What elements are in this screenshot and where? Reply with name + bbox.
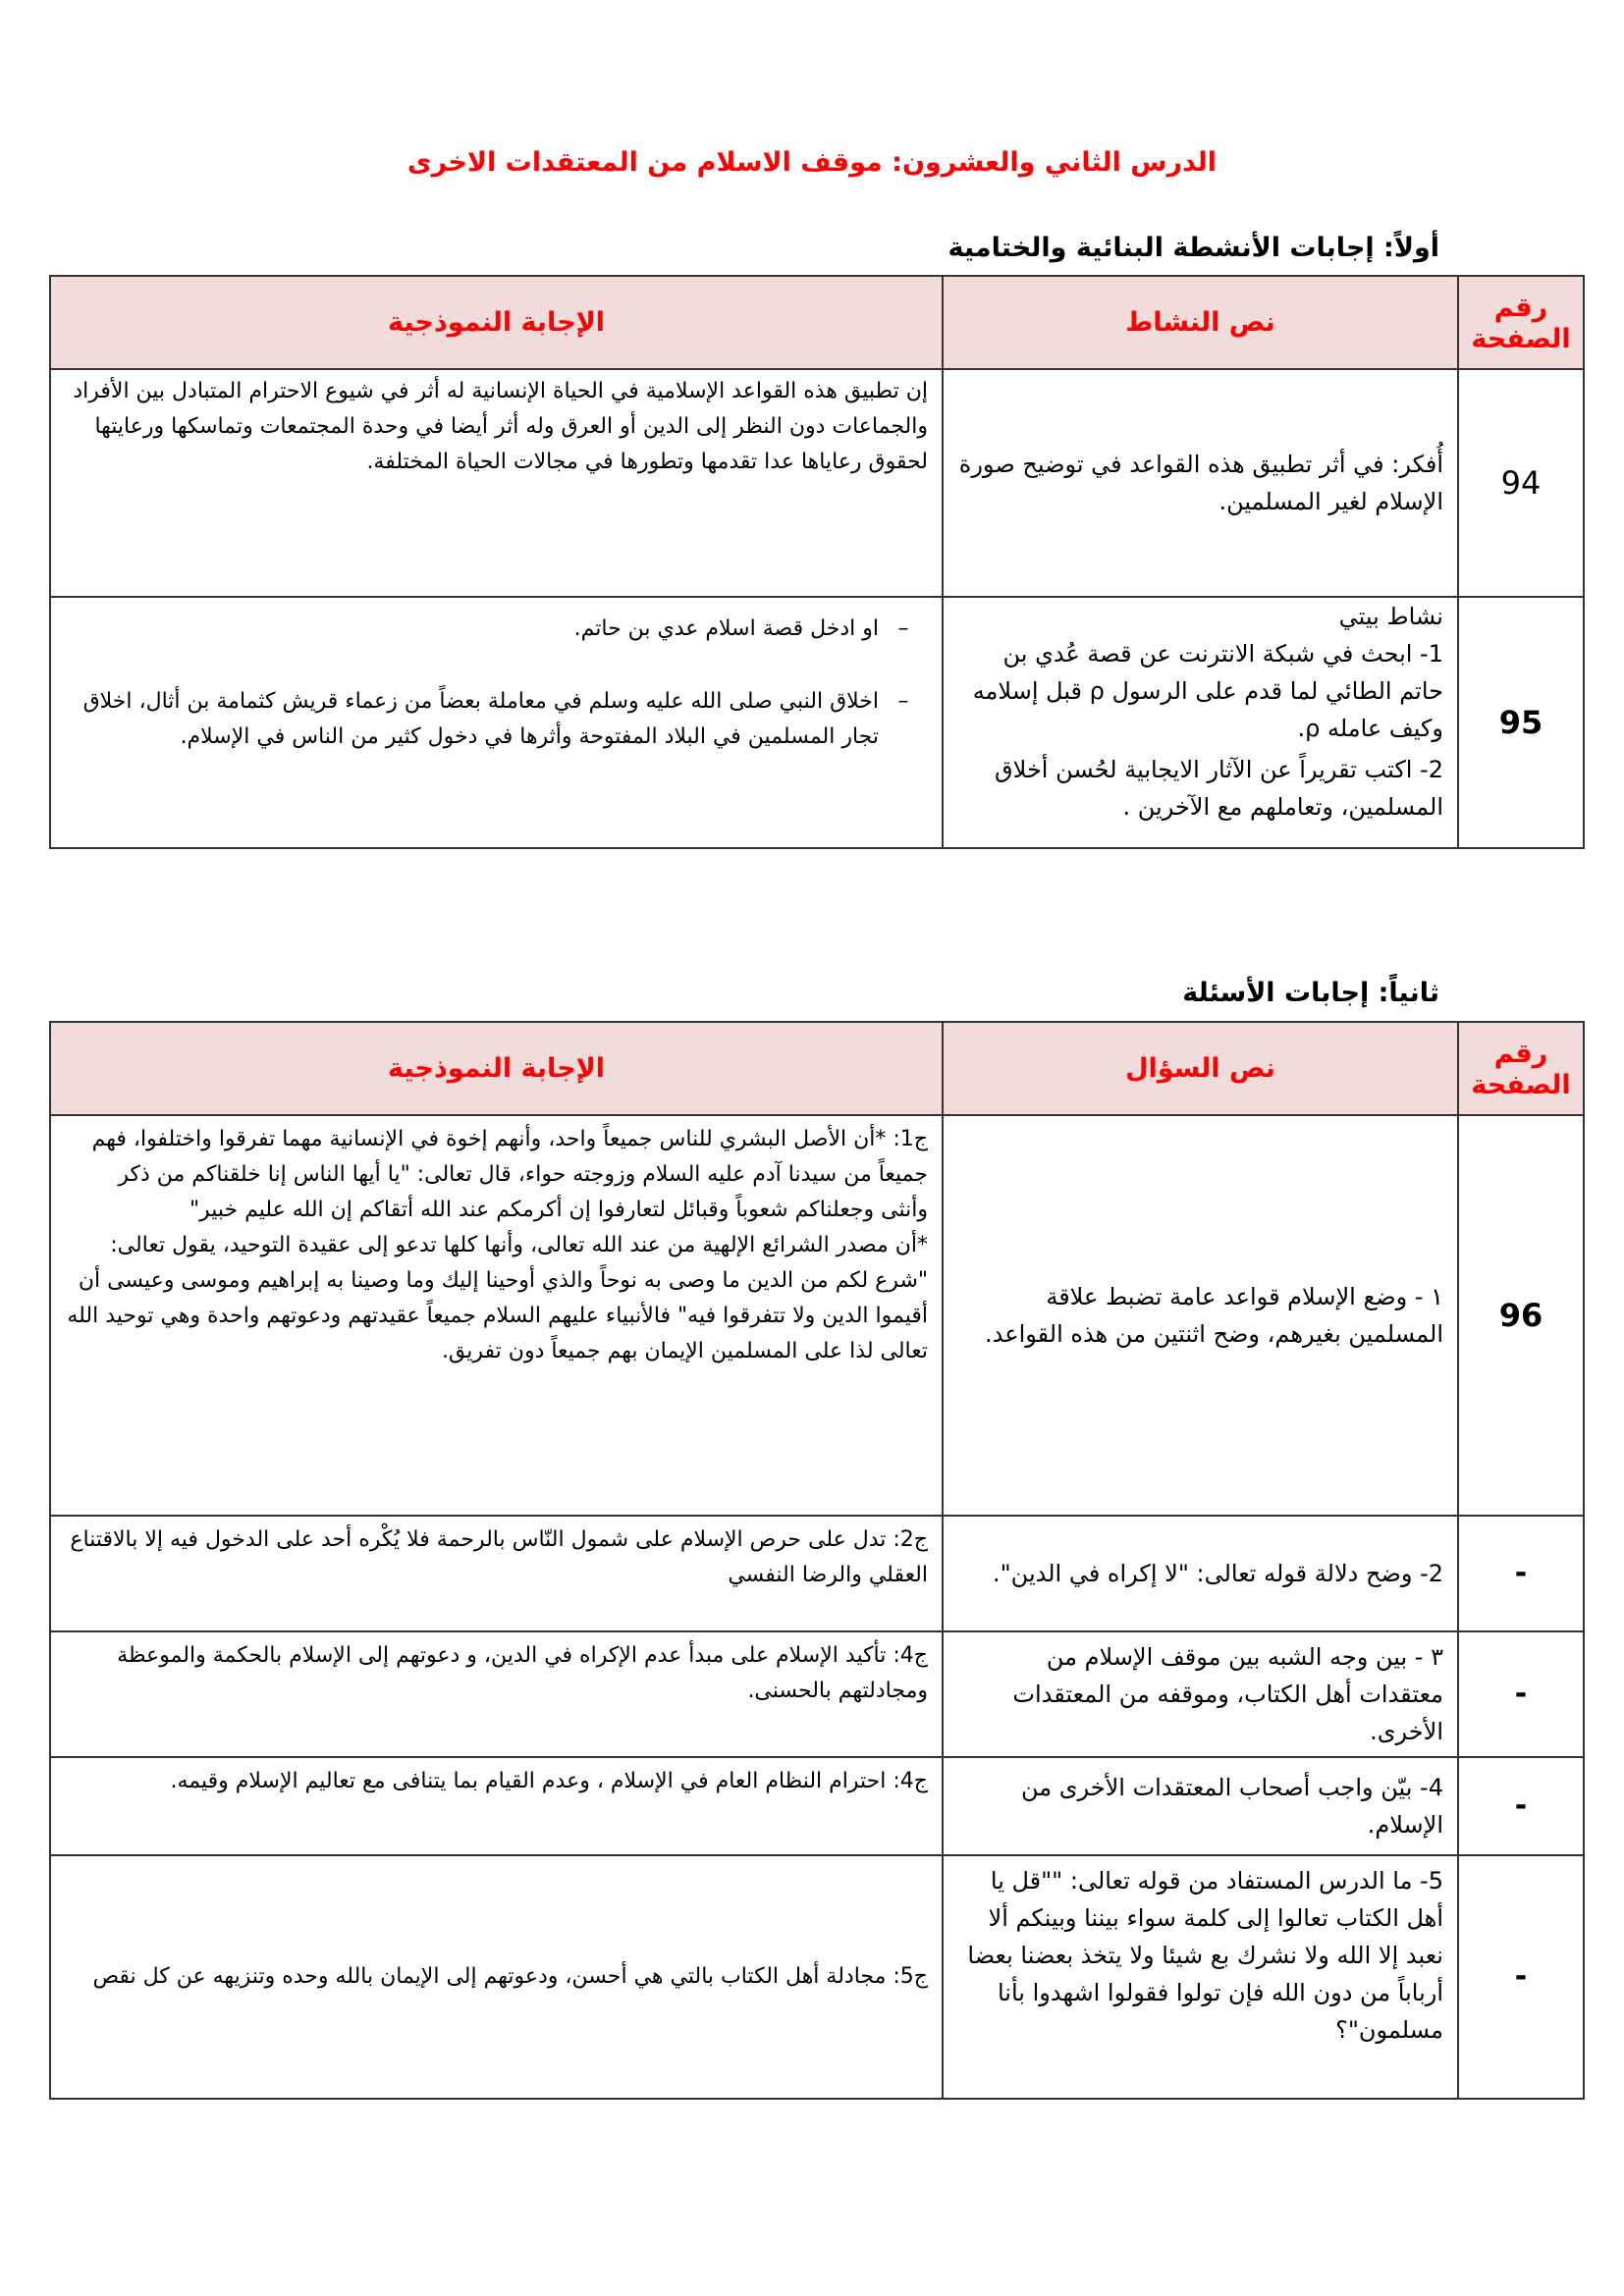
activity-title: نشاط بيتي <box>1338 603 1443 630</box>
table-row <box>50 369 1584 597</box>
answer-cell: ج4: تأكيد الإسلام على مبدأ عدم الإكراه في الدين، و دعوتهم إلى الإسلام بالحكمة والموعظة ومجادلتهم بالحسنى. <box>50 1631 943 1757</box>
question-text-cell: 4- بيّن واجب أصحاب المعتقدات الأخرى من الإسلام. <box>943 1757 1458 1855</box>
page-number-cell: - <box>1458 1631 1584 1757</box>
header-question-text: نص السؤال <box>943 1022 1458 1115</box>
answer-bullet-item <box>65 612 928 647</box>
table-row <box>50 1631 1584 1757</box>
page-number-cell: - <box>1458 1757 1584 1855</box>
answer-cell: ج4: احترام النظام العام في الإسلام ، وعدم القيام بما يتنافى مع تعاليم الإسلام وقيمه. <box>50 1757 943 1855</box>
activity-text-cell <box>943 597 1458 848</box>
header-model-answer: الإجابة النموذجية <box>50 276 943 369</box>
answer-bullet-text: اخلاق النبي صلى الله عليه وسلم في معاملة بعضاً من زعماء قريش كثمامة بن أثال، اخلاق تجار المسلمين في البلاد المفتوحة وأثرها في دخول كثير من الناس في الإسلام. <box>82 689 879 749</box>
activity-item: 1- ابحث في شبكة الانترنت عن قصة عُدي بن حاتم الطائي لما قدم على الرسول ρ قبل إسلامه وكيف عامله ρ. <box>972 640 1443 742</box>
header-activity-text: نص النشاط <box>943 276 1458 369</box>
table-row <box>50 1757 1584 1855</box>
header-page-number: رقم الصفحة <box>1458 276 1584 369</box>
questions-table <box>49 1021 1585 2100</box>
answer-cell: ج2: تدل على حرص الإسلام على شمول النّاس بالرحمة فلا يُكْره أحد على الدخول فيه إلا بالاقتناع العقلي والرضا النفسي <box>50 1516 943 1631</box>
activity-text-cell: أُفكر: في أثر تطبيق هذه القواعد في توضيح صورة الإسلام لغير المسلمين. <box>943 369 1458 597</box>
page-number-cell: 95 <box>1458 597 1584 848</box>
question-text-cell: 2- وضح دلالة قوله تعالى: "لا إكراه في الدين". <box>943 1516 1458 1631</box>
table-row <box>50 1855 1584 2099</box>
question-text-cell: ٣ - بين وجه الشبه بين موقف الإسلام من معتقدات أهل الكتاب، وموقفه من المعتقدات الأخرى. <box>943 1631 1458 1757</box>
page-title: الدرس الثاني والعشرون: موقف الاسلام من المعتقدات الاخرى <box>406 147 1218 178</box>
table-row <box>50 1115 1584 1516</box>
answer-cell: إن تطبيق هذه القواعد الإسلامية في الحياة الإنسانية له أثر في شيوع الاحترام المتبادل بين الأفراد والجماعات دون النظر إلى الدين أو العرق وله أثر أيضا في وحدة المجتمعات وتماسكها ورعايتها لحقوق رعاياها عدا تقدمها وتطورها في مجالات الحياة المختلفة. <box>50 369 943 597</box>
answer-cell <box>50 597 943 848</box>
table-header-row <box>50 1022 1584 1115</box>
bullet-dash: – <box>897 689 909 714</box>
activities-table <box>49 275 1585 849</box>
table-row <box>50 597 1584 848</box>
page-number-cell: - <box>1458 1855 1584 2099</box>
section-heading-activities: أولاً: إجابات الأنشطة البنائية والختامية <box>947 233 1439 263</box>
page-number-cell: 94 <box>1458 369 1584 597</box>
question-text-cell: ١ - وضع الإسلام قواعد عامة تضبط علاقة المسلمين بغيرهم، وضح اثنتين من هذه القواعد. <box>943 1115 1458 1516</box>
answer-bullet-text: او ادخل قصة اسلام عدي بن حاتم. <box>573 616 879 641</box>
table-row <box>50 1516 1584 1631</box>
bullet-dash: – <box>897 616 909 641</box>
answer-cell: ج5: مجادلة أهل الكتاب بالتي هي أحسن، ودعوتهم إلى الإيمان بالله وحده وتنزيهه عن كل نقص <box>50 1855 943 2099</box>
table-header-row <box>50 276 1584 369</box>
question-text-cell: 5- ما الدرس المستفاد من قوله تعالى: ""قل يا أهل الكتاب تعالوا إلى كلمة سواء بيننا وبينكم ألا نعبد إلا الله ولا نشرك بع شيئا ولا يتخذ بعضنا بعضا أرباباً من دون الله فإن تولوا فقولوا اشهدوا بأنا مسلمون"؟ <box>943 1855 1458 2099</box>
header-page-number: رقم الصفحة <box>1458 1022 1584 1115</box>
answer-bullet-item <box>65 684 928 755</box>
section-heading-questions: ثانياً: إجابات الأسئلة <box>1182 978 1439 1008</box>
answer-cell: ج1: *أن الأصل البشري للناس جميعاً واحد، وأنهم إخوة في الإنسانية مهما تفرقوا واختلفوا، فهم جميعاً من سيدنا آدم عليه السلام وزوجته حواء، قال تعالى: "يا أيها الناس إنا خلقناكم من ذكر وأنثى وجعلناكم شعوباً وقبائل لتعارفوا إن أكرمكم عند الله أتقاكم إن الله عليم خبير" *أن مصدر الشرائع الإلهية من عند الله تعالى، وأنها كلها تدعو إلى عقيدة التوحيد، يقول تعالى: "شرع لكم من الدين ما وصى به نوحاً والذي أوحينا إليك وما وصينا به إبراهيم وموسى وعيسى أن أقيموا الدين ولا تتفرقوا فيه" فالأنبياء عليهم السلام جميعاً عقيدتهم ودعوتهم واحدة وهي توحيد الله تعالى لذا على المسلمين الإيمان بهم جميعاً دون تفريق. <box>50 1115 943 1516</box>
page-number-cell: - <box>1458 1516 1584 1631</box>
header-model-answer: الإجابة النموذجية <box>50 1022 943 1115</box>
activity-item: 2- اكتب تقريراً عن الآثار الايجابية لحُسن أخلاق المسلمين، وتعاملهم مع الآخرين . <box>995 756 1443 821</box>
page-number-cell: 96 <box>1458 1115 1584 1516</box>
